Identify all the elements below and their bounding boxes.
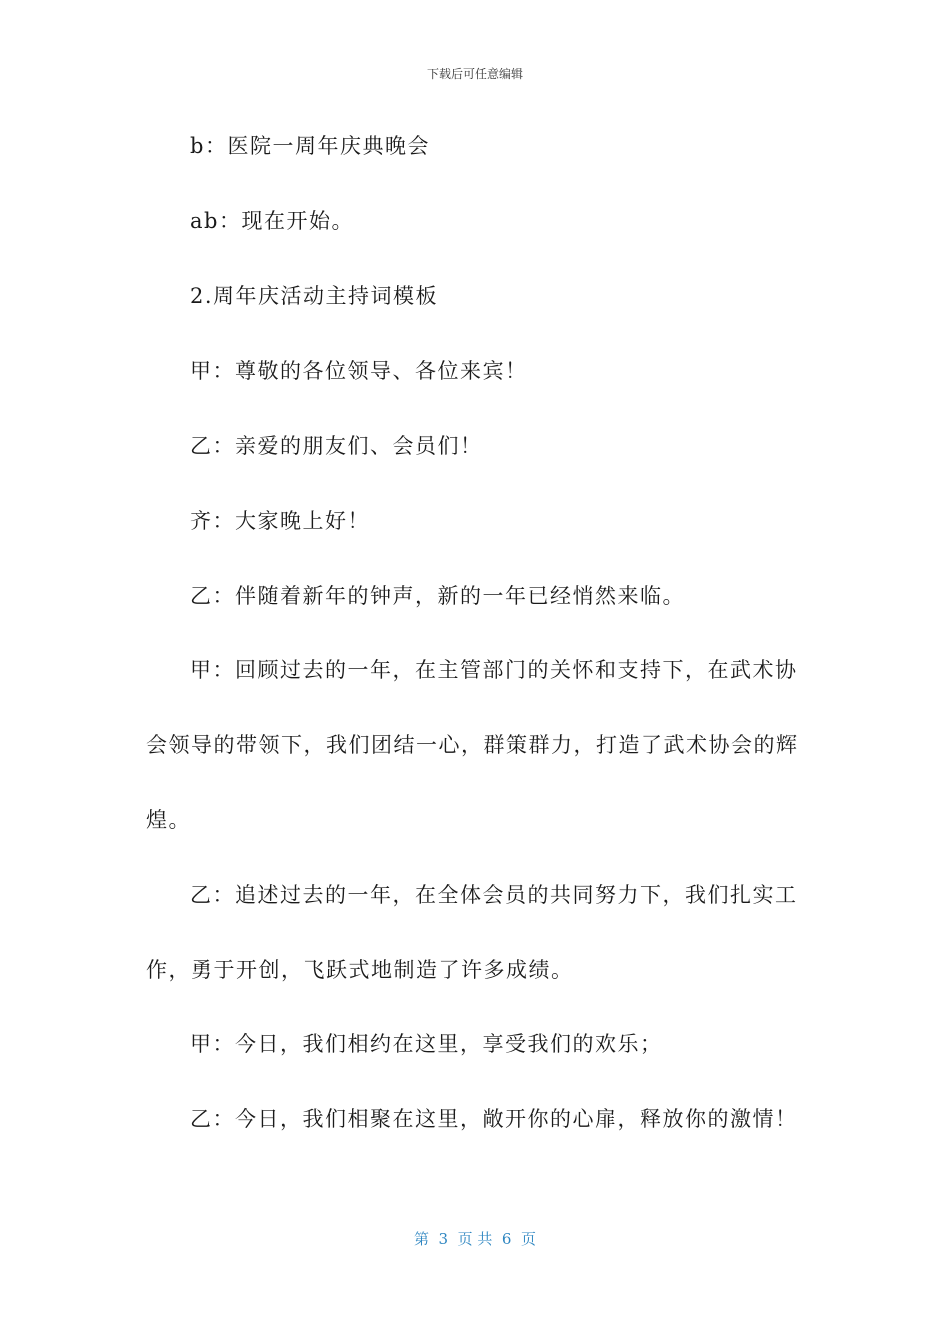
body-line: 作，勇于开创，飞跃式地制造了许多成绩。 xyxy=(146,958,574,982)
body-line: 乙：伴随着新年的钟声，新的一年已经悄然来临。 xyxy=(190,584,685,608)
body-line: 齐：大家晚上好！ xyxy=(190,509,370,533)
body-line: 甲：尊敬的各位领导、各位来宾！ xyxy=(190,359,528,383)
page-number-footer: 第 3 页 共 6 页 xyxy=(414,1230,536,1248)
body-line: 会领导的带领下，我们团结一心，群策群力，打造了武术协会的辉 xyxy=(146,733,799,757)
body-line: 乙：亲爱的朋友们、会员们！ xyxy=(190,434,483,458)
body-line: 2.周年庆活动主持词模板 xyxy=(190,284,439,308)
body-line: 甲：回顾过去的一年，在主管部门的关怀和支持下，在武术协 xyxy=(190,658,798,682)
body-line: 煌。 xyxy=(146,808,191,832)
body-line: ab：现在开始。 xyxy=(190,209,354,233)
body-line: 乙：今日，我们相聚在这里，敞开你的心扉，释放你的激情！ xyxy=(190,1107,798,1131)
body-line: 甲：今日，我们相约在这里，享受我们的欢乐； xyxy=(190,1032,663,1056)
page-header: 下载后可任意编辑 xyxy=(426,67,523,81)
body-line: b：医院一周年庆典晚会 xyxy=(190,134,430,158)
body-line: 乙：追述过去的一年，在全体会员的共同努力下，我们扎实工 xyxy=(190,883,798,907)
